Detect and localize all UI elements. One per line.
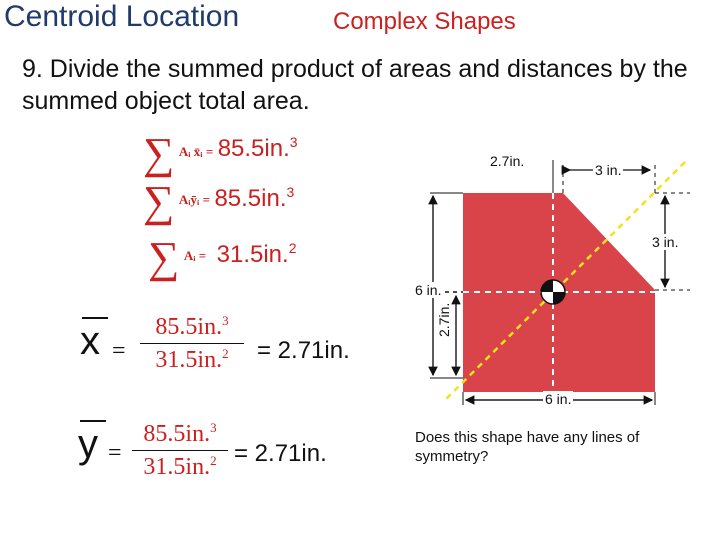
sum-ayi-value: 85.5in.$^3$ (214, 184, 295, 212)
step-instruction: 9. Divide the summed product of areas and distances by the summed object total area. (22, 55, 688, 115)
ybar-denominator: 31.5in.$^2$ (143, 453, 217, 480)
ybar-numerator: 85.5in.$^3$ (143, 420, 217, 447)
xbar-result: = 2.71in. (257, 337, 350, 364)
ybar-equals: = (108, 440, 122, 466)
xbar-denominator: 31.5in.$^2$ (155, 346, 229, 373)
sigma-icon: ∑ (148, 233, 180, 282)
ybar-result: = 2.71in. (234, 440, 327, 467)
slide-subtitle: Complex Shapes (333, 8, 516, 35)
ybar-symbol: y (78, 420, 106, 467)
centroid-marker-icon (541, 280, 565, 304)
dim-left-label: 6 in. (415, 282, 442, 298)
sum-ayi-label: Aᵢȳᵢ = (178, 192, 210, 207)
sum-axi-value: 85.5in.$^3$ (217, 134, 298, 162)
dim-top-right-label: 3 in. (595, 162, 622, 178)
sum-axi-label: Aᵢ x̄ᵢ = (178, 144, 214, 159)
sigma-icon: ∑ (143, 177, 175, 226)
slide-title: Centroid Location (4, 0, 240, 33)
xbar-equals: = (112, 338, 126, 364)
symmetry-question: Does this shape have any lines of symmetry? (415, 429, 640, 465)
xbar-numerator: 85.5in.$^3$ (155, 313, 229, 340)
dim-left-inner-label: 2.7in. (436, 302, 452, 337)
sum-ai-value: 31.5in.$^2$ (216, 240, 297, 268)
sum-ai-label: Aᵢ = (183, 248, 207, 263)
dim-right-label: 3 in. (652, 234, 679, 250)
xbar-symbol: x (80, 317, 108, 364)
sigma-icon: ∑ (143, 129, 175, 178)
dim-top-left-label: 2.7in. (490, 153, 525, 169)
dim-bottom-label: 6 in. (545, 391, 572, 407)
